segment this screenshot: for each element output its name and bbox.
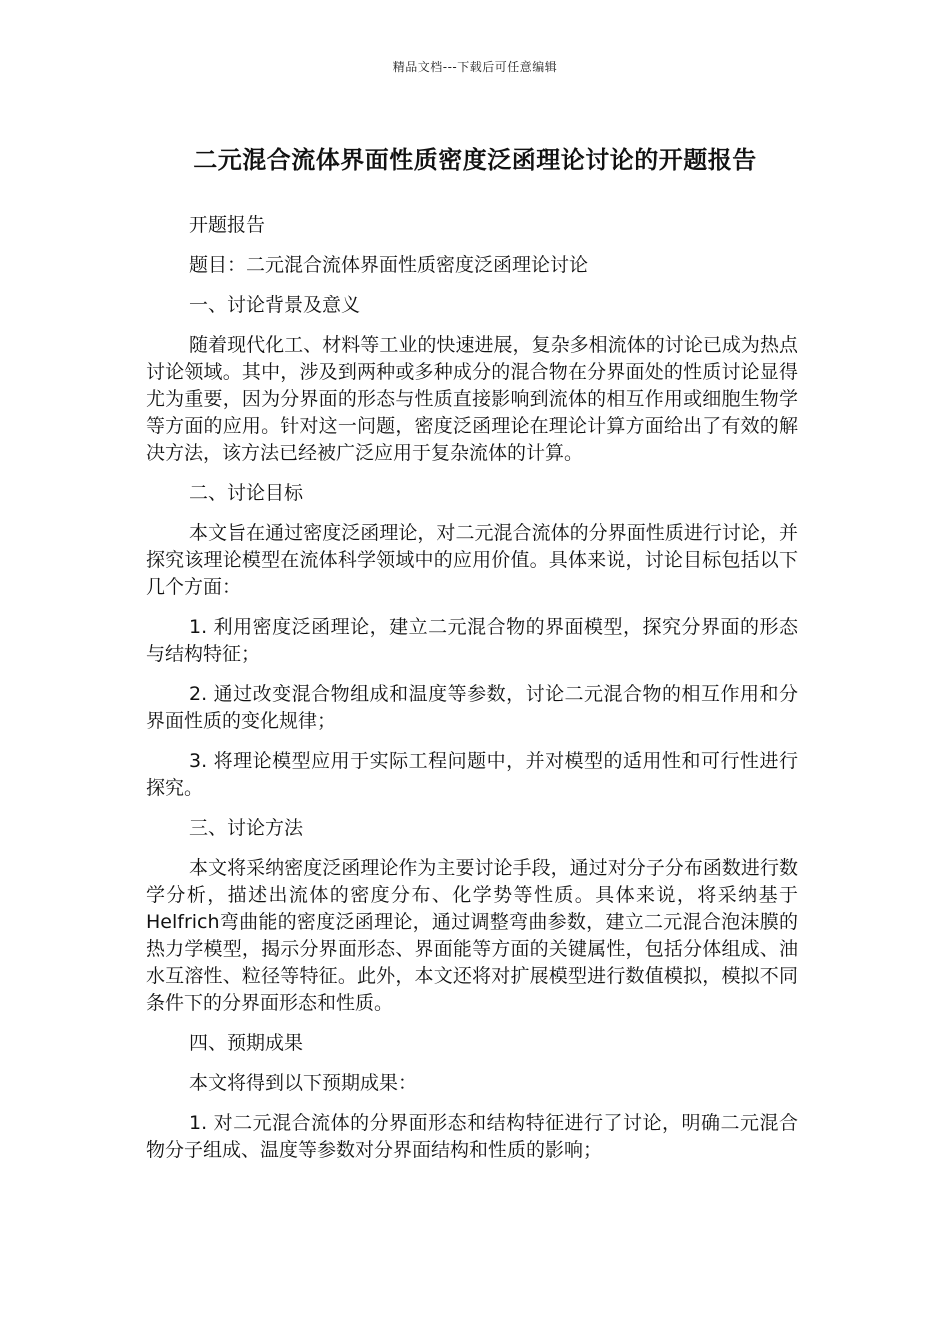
paragraph-methods: 本文将采纳密度泛函理论作为主要讨论手段，通过对分子分布函数进行数学分析，描述出流体的密度分布、化学势等性质。具体来说，将采纳基于Helfrich弯曲能的密度泛函理论，通过调整弯曲参数，建立二元混合泡沫膜的热力学模型，揭示分界面形态、界面能等方面的关键属性，包括分体组成、油水互溶性、粒径等特征。此外，本文还将对扩展模型进行数值模拟，模拟不同条件下的分界面形态和性质。 — [146, 857, 798, 1014]
paragraph-report-label: 开题报告 — [189, 214, 266, 236]
section-heading-outcomes: 四、预期成果 — [189, 1032, 304, 1054]
section-heading-goals: 二、讨论目标 — [189, 482, 304, 504]
section-heading-background: 一、讨论背景及意义 — [189, 294, 361, 316]
document-body — [146, 212, 798, 1177]
document-title: 二元混合流体界面性质密度泛函理论讨论的开题报告 — [193, 146, 757, 174]
paragraph-topic: 题目：二元混合流体界面性质密度泛函理论讨论 — [189, 254, 589, 276]
paragraph-background: 随着现代化工、材料等工业的快速进展，复杂多相流体的讨论已成为热点讨论领域。其中，涉及到两种或多种成分的混合物在分界面处的性质讨论显得尤为重要，因为分界面的形态与性质直接影响到流体的相互作用或细胞生物学等方面的应用。针对这一问题，密度泛函理论在理论计算方面给出了有效的解决方法，该方法已经被广泛应用于复杂流体的计算。 — [146, 334, 798, 464]
paragraph-goals-intro: 本文旨在通过密度泛函理论，对二元混合流体的分界面性质进行讨论，并探究该理论模型在流体科学领域中的应用价值。具体来说，讨论目标包括以下几个方面： — [146, 522, 798, 598]
paragraph-outcomes-intro: 本文将得到以下预期成果： — [189, 1072, 418, 1094]
list-item-goal-1: 1. 利用密度泛函理论，建立二元混合物的界面模型，探究分界面的形态与结构特征； — [146, 616, 798, 665]
list-item-goal-2: 2. 通过改变混合物组成和温度等参数，讨论二元混合物的相互作用和分界面性质的变化规律； — [146, 683, 798, 732]
list-item-outcome-1: 1. 对二元混合流体的分界面形态和结构特征进行了讨论，明确二元混合物分子组成、温度等参数对分界面结构和性质的影响； — [146, 1112, 798, 1161]
list-item-goal-3: 3. 将理论模型应用于实际工程问题中，并对模型的适用性和可行性进行探究。 — [146, 750, 798, 799]
section-heading-methods: 三、讨论方法 — [189, 817, 304, 839]
header-note: 精品文档---下载后可任意编辑 — [392, 60, 558, 74]
